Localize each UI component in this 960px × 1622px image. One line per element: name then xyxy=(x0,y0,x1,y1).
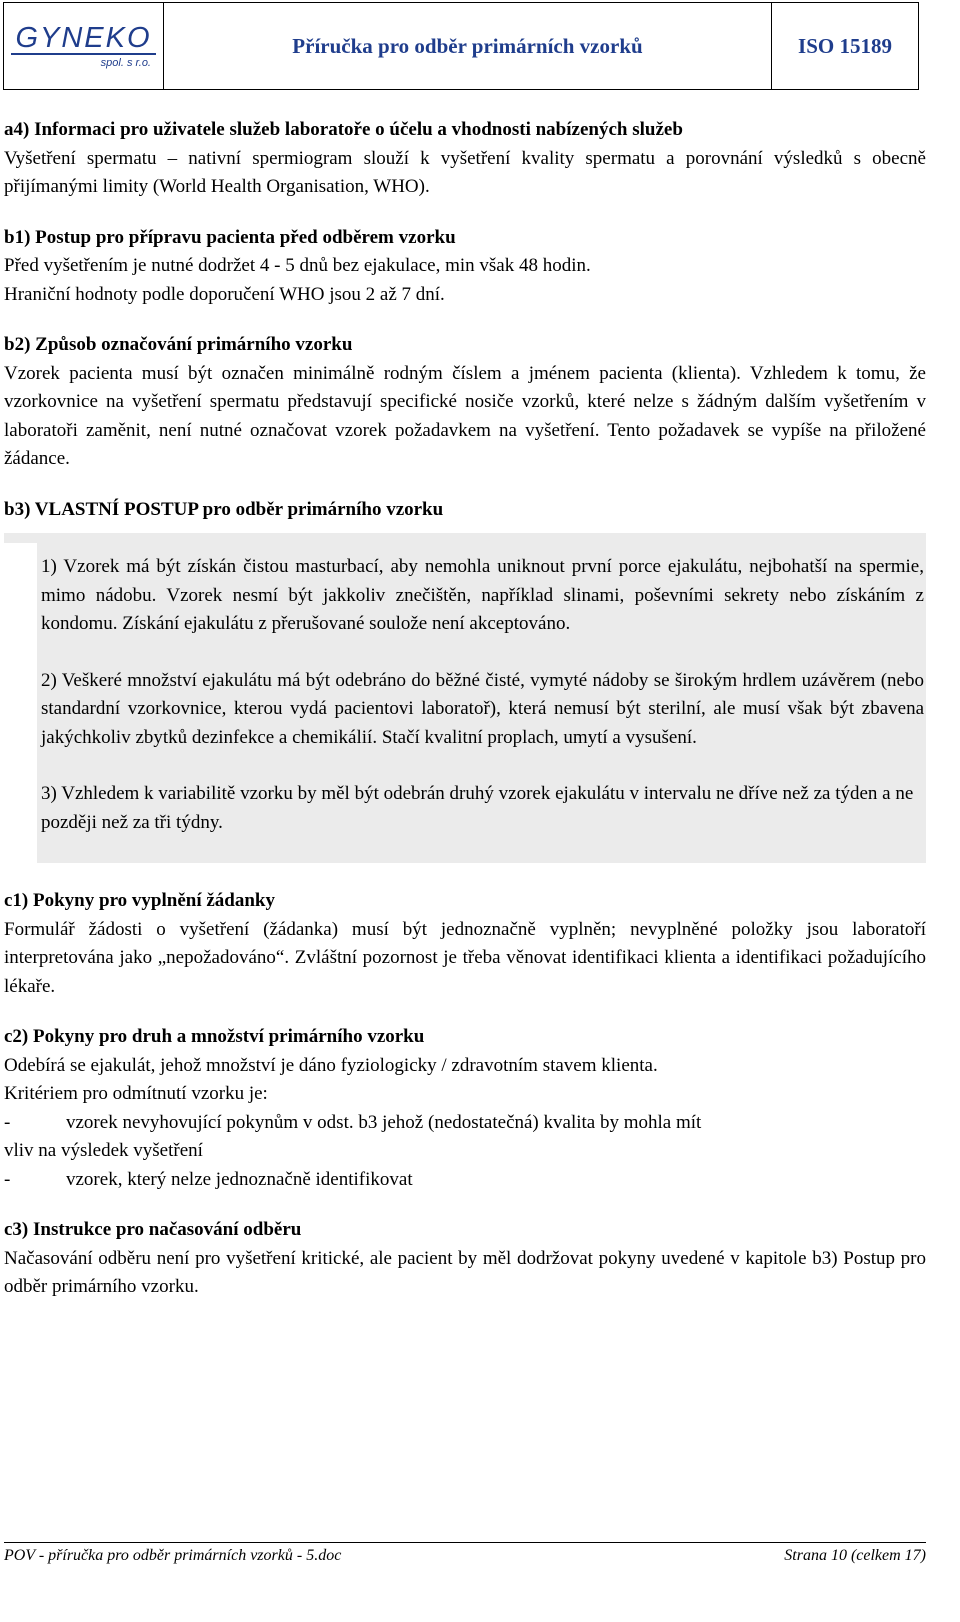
list-item-text: vzorek nevyhovující pokynům v odst. b3 jehož (nedostatečná) kvalita by mohla mít xyxy=(66,1111,702,1133)
paragraph-b2: Vzorek pacienta musí být označen minimálně rodným číslem a jménem pacienta (klienta). Vzhledem k tomu, že vzorkovnice na vyšetření spermatu představují specifické nosiče vzorků, které nelze s žádným dalším vyšetřením v laboratoři zaměnit, není nutné označovat vzorek požadavkem na vyšetření. Tento požadavek se vypíše na přiložené žádance. xyxy=(4,362,926,469)
paragraph-c2-line1: Odebírá se ejakulát, jehož množství je dáno fyziologicky / zdravotním stavem klienta. xyxy=(4,1054,658,1076)
paragraph-c1: Formulář žádosti o vyšetření (žádanka) musí být jednoznačně vyplněn; nevyplněné položky jsou laboratoří interpretována jako „nepožadováno“. Zvláštní pozornost je třeba věnovat identifikaci klienta a identifikaci požadujícího lékaře. xyxy=(4,918,926,997)
footer-page-number: Strana 10 (celkem 17) xyxy=(784,1547,926,1564)
document-title: Příručka pro odběr primárních vzorků xyxy=(164,3,772,89)
iso-label: ISO 15189 xyxy=(798,33,892,58)
list-dash: - xyxy=(4,1111,11,1133)
paragraph-b1-line2: Hraniční hodnoty podle doporučení WHO jsou 2 až 7 dní. xyxy=(4,283,445,305)
procedure-item-2: 2) Veškeré množství ejakulátu má být odebráno do běžné čisté, vymyté nádoby se širokým hrdlem uzávěrem (nebo standardní vzorkovnice, kterou vydá pacientovi laboratoř), která nemusí být sterilní, ale musí však být zbavena jakýchkoliv zbytků dezinfekce a chemikálií. Stačí kvalitní proplach, umytí a vysušení. xyxy=(41,669,924,748)
logo-text: GYNEKO xyxy=(11,23,155,55)
list-item xyxy=(4,1166,926,1195)
heading-b3: b3) VLASTNÍ POSTUP pro odběr primárního vzorku xyxy=(4,498,444,520)
heading-c1: c1) Pokyny pro vyplnění žádanky xyxy=(4,890,275,911)
document-footer xyxy=(4,1542,926,1565)
heading-b1: b1) Postup pro přípravu pacienta před odběrem vzorku xyxy=(4,226,456,248)
paragraph-b1-line1: Před vyšetřením je nutné dodržet 4 - 5 dnů bez ejakulace, min však 48 hodin. xyxy=(4,255,591,276)
document-body xyxy=(4,116,926,1302)
procedure-item-1: 1) Vzorek má být získán čistou masturbací, aby nemohla uniknout první porce ejakulátu, nejbohatší na spermie, mimo nádobu. Vzorek nesmí být jakkoliv znečištěn, například slinami, poševními sekrety nebo získáním z kondomu. Získání ejakulátu z přerušované soulože není akceptováno. xyxy=(41,556,924,634)
footer-filename: POV - příručka pro odběr primárních vzorků - 5.doc xyxy=(4,1547,342,1564)
shaded-strip xyxy=(4,533,926,543)
paragraph-a4: Vyšetření spermatu – nativní spermiogram slouží k vyšetření kvality spermatu a porovnání výsledků s obecně přijímanými limity (World Health Organisation, WHO). xyxy=(4,147,926,197)
heading-a4: a4) Informaci pro uživatele služeb laboratoře o účelu a vhodnosti nabízených služeb xyxy=(4,119,683,140)
heading-c3: c3) Instrukce pro načasování odběru xyxy=(4,1219,302,1240)
document-header xyxy=(3,2,919,90)
heading-b2: b2) Způsob označování primárního vzorku xyxy=(4,334,353,355)
heading-c2: c2) Pokyny pro druh a množství primárního vzorku xyxy=(4,1026,425,1047)
list-item xyxy=(4,1109,926,1138)
company-logo xyxy=(4,3,164,89)
procedure-item-3: 3) Vzhledem k variabilitě vzorku by měl být odebrán druhý vzorek ejakulátu v intervalu ne dříve než za týden a ne později než za tři týdny. xyxy=(41,783,914,833)
paragraph-c3: Načasování odběru není pro vyšetření kritické, ale pacient by měl dodržovat pokyny uvedené v kapitole b3) Postup pro odběr primárního vzorku. xyxy=(4,1247,926,1297)
list-dash: - xyxy=(4,1168,11,1190)
logo-subtext: spol. s r.o. xyxy=(100,57,151,69)
list-item-continuation: vliv na výsledek vyšetření xyxy=(4,1140,203,1161)
paragraph-c2-line2: Kritériem pro odmítnutí vzorku je: xyxy=(4,1083,268,1104)
procedure-box xyxy=(37,543,926,863)
list-item-text: vzorek, který nelze jednoznačně identifikovat xyxy=(66,1168,413,1190)
